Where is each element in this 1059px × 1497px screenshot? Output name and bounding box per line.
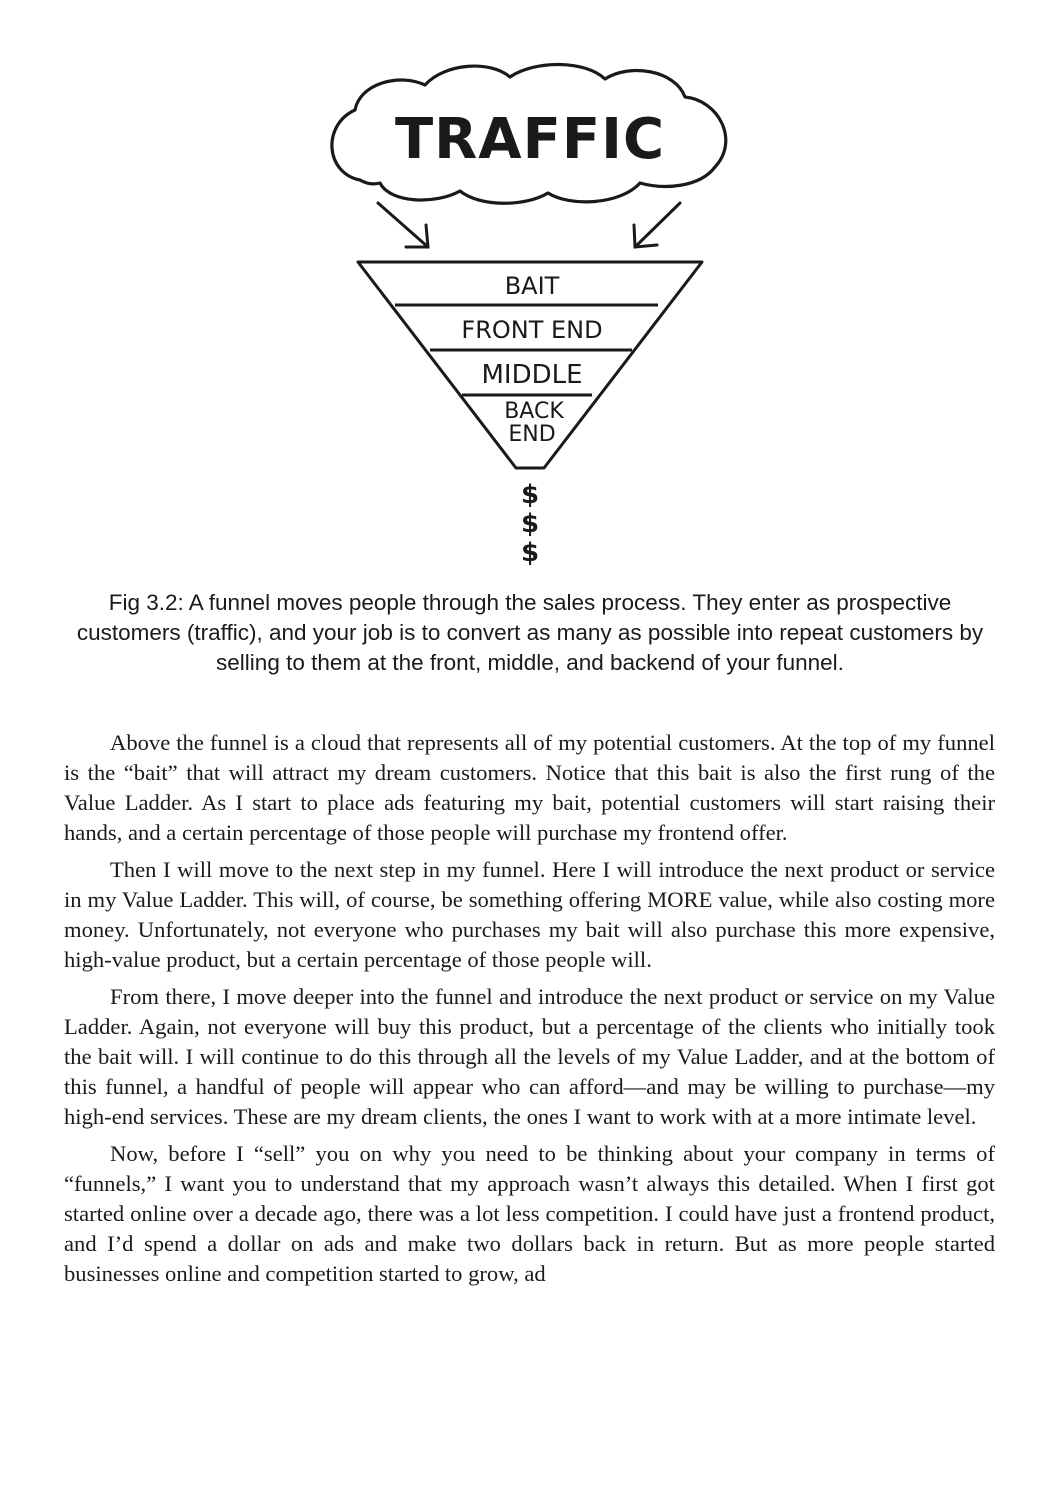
funnel-level-back: BACK xyxy=(504,399,564,424)
funnel-diagram xyxy=(320,55,740,575)
paragraph: Above the funnel is a cloud that represents all of my potential customers. At the top of my funnel is the “bait” that will attract my dream customers. Notice that this bait is also the first rung of the Value Ladder. As I start to place ads featuring my bait, potential customers will start raising their hands, and a certain percentage of those people will purchase my frontend offer. xyxy=(64,730,995,845)
right-arrow-icon xyxy=(634,203,680,247)
funnel-level-end: END xyxy=(508,422,556,447)
paragraph: Now, before I “sell” you on why you need to be thinking about your company in terms of “funnels,” I want you to understand that my approach wasn’t always this detailed. When I first got started online over a decade ago, there was a lot less competition. I could have just a frontend product, and I’d spend a dollar on ads and make two dollars back in return. But as more people started businesses online and competition started to grow, ad xyxy=(64,1141,995,1286)
funnel-level-middle: MIDDLE xyxy=(481,360,583,390)
paragraph: Then I will move to the next step in my funnel. Here I will introduce the next product or service in my Value Ladder. This will, of course, be something offering MORE value, while also costing more money. Unfortunately, not everyone who purchases my bait will also purchase this more expensive, high-value product, but a certain percentage of those people will. xyxy=(64,857,995,972)
dollar-sign-2: $ xyxy=(520,509,540,539)
funnel-level-frontend: FRONT END xyxy=(461,316,603,344)
cloud-label: TRAFFIC xyxy=(394,107,666,172)
funnel-figure xyxy=(320,55,740,575)
left-arrow-icon xyxy=(378,203,428,247)
dollar-sign-1: $ xyxy=(520,480,540,510)
paragraph: From there, I move deeper into the funnel and introduce the next product or service on my Value Ladder. Again, not everyone will buy this product, but a percentage of the clients who initially took the bait will. I will continue to do this through all the levels of my Value Ladder, and at the bottom of this funnel, a handful of people will appear who can afford—and may be willing to purchase—my high-end services. These are my dream clients, the ones I want to work with at a more intimate level. xyxy=(64,984,995,1129)
funnel-level-bait: BAIT xyxy=(504,272,560,300)
body-text xyxy=(64,728,995,1296)
figure-caption: Fig 3.2: A funnel moves people through the sales process. They enter as prospective customers (traffic), and your job is to convert as many as possible into repeat customers by selling to them at the front, middle, and backend of your funnel. xyxy=(76,590,984,675)
dollar-sign-3: $ xyxy=(520,538,540,568)
